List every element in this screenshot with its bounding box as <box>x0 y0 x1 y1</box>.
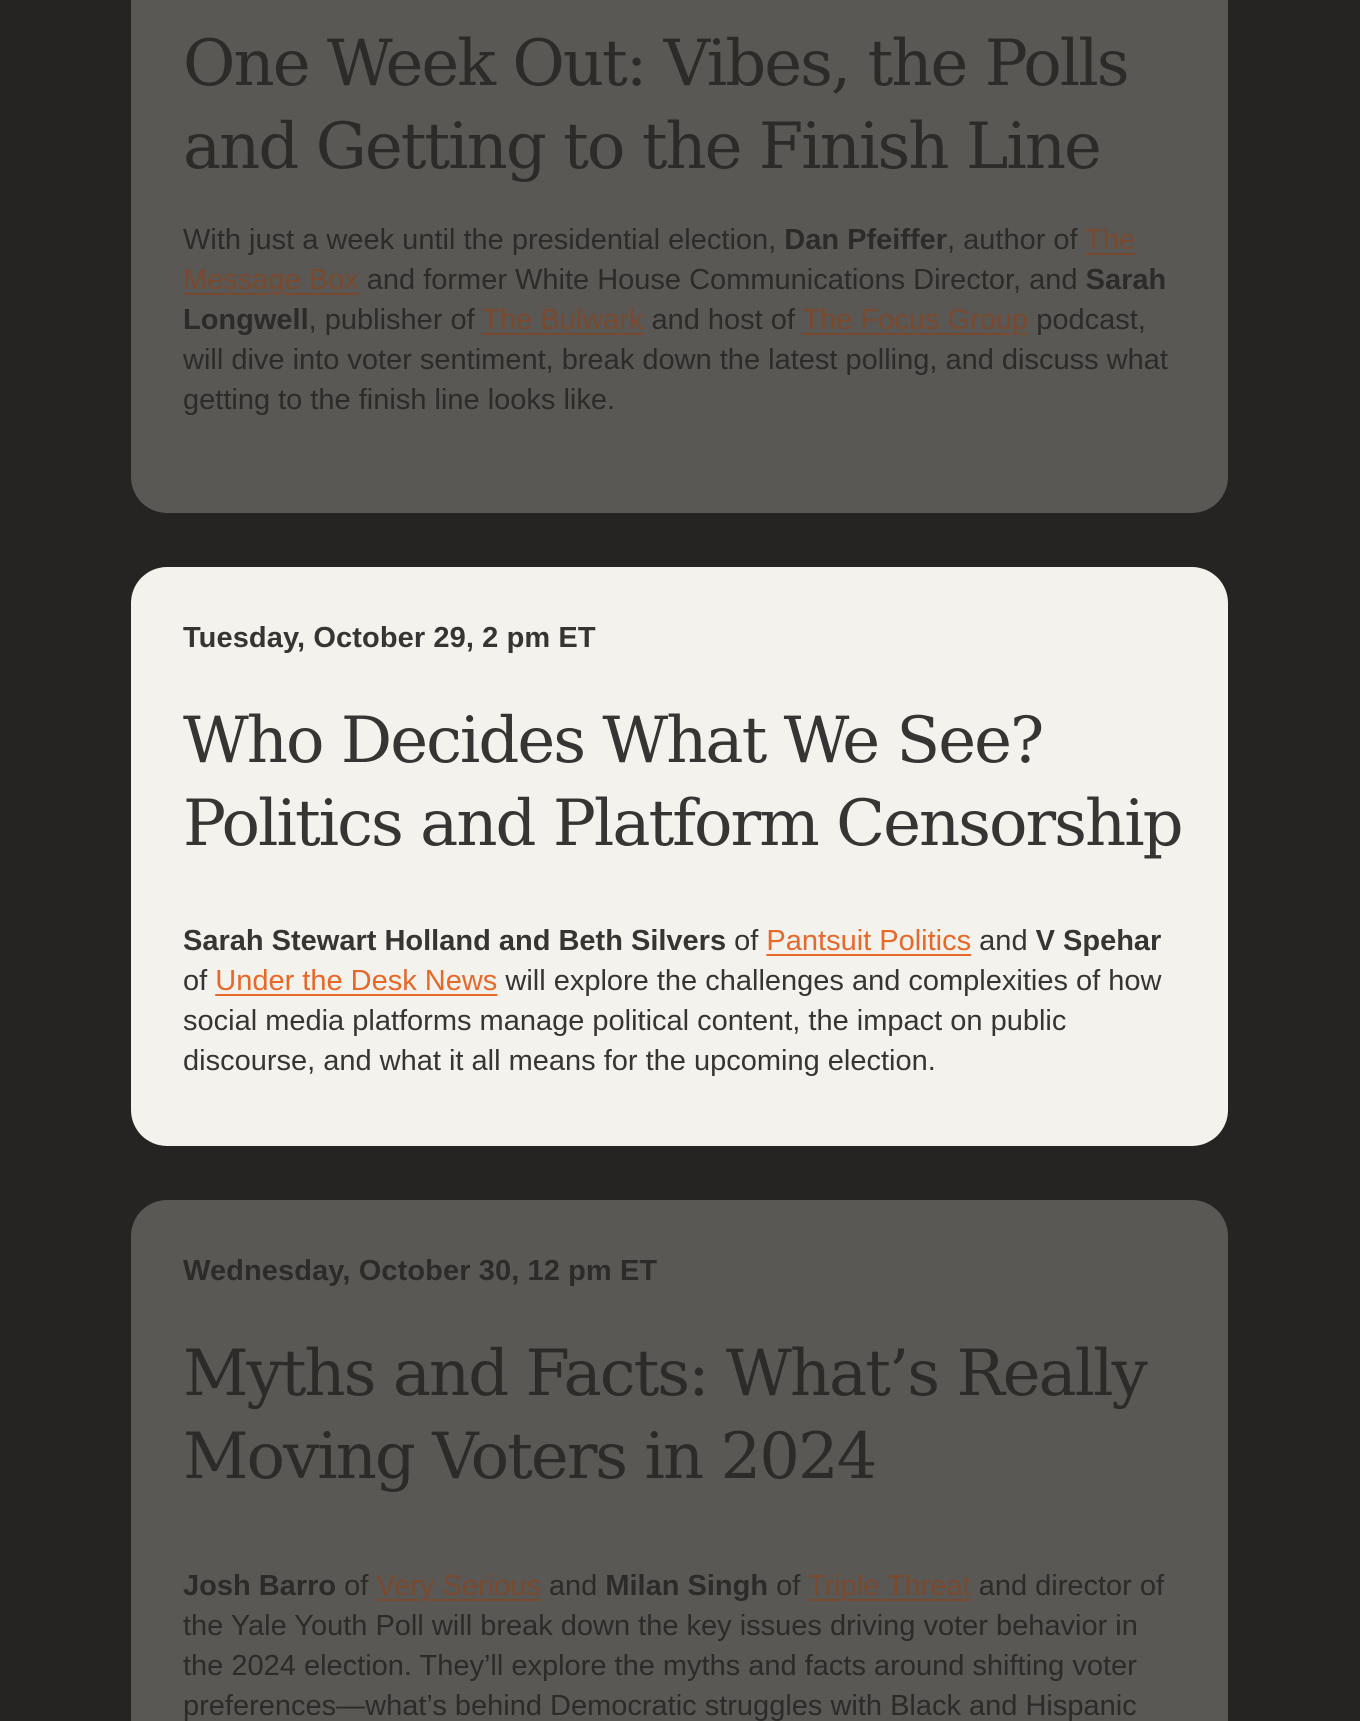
speaker-name: Josh Barro <box>183 1570 337 1602</box>
event-date: Tuesday, October 29, 2 pm ET <box>183 622 596 654</box>
desc-text: , author of <box>947 224 1086 256</box>
speaker-name: Dan Pfeiffer <box>784 224 948 256</box>
desc-text: and director of the Yale Youth Poll will break down the key issues driving voter behavior in the 2024 election. They’ll explore the myths and facts around shifting voter preferences—what’s behind Democratic struggles with Black and Hispanic <box>183 1570 1165 1721</box>
desc-text: and <box>971 925 1036 957</box>
speaker-name: Sarah Stewart Holland and Beth Silvers <box>183 925 727 957</box>
desc-text: of <box>726 925 767 957</box>
desc-text: and former White House Communications Director, and <box>358 264 1086 296</box>
event-description <box>183 1566 1176 1721</box>
event-title: Who Decides What We See? Politics and Platform Censorship <box>183 704 1182 861</box>
desc-text: podcast, will dive into voter sentiment, break down the latest polling, and discuss what getting to the finish line looks like. <box>183 304 1168 416</box>
desc-text: will explore the challenges and complexities of how social media platforms manage political content, the impact on public discourse, and what it all means for the upcoming election. <box>183 965 1162 1077</box>
desc-text: , publisher of <box>308 304 483 336</box>
event-card-who-decides <box>131 567 1228 1146</box>
desc-text: and <box>540 1570 606 1602</box>
speaker-name: Sarah Longwell <box>183 264 1167 336</box>
event-title: One Week Out: Vibes, the Polls and Getting to the Finish Line <box>183 27 1128 184</box>
desc-text: With just a week until the presidential election, <box>183 224 785 256</box>
event-card-myths-and-facts <box>131 1200 1228 1721</box>
event-title: Myths and Facts: What’s Really Moving Voters in 2024 <box>183 1337 1146 1494</box>
event-description <box>183 921 1176 1081</box>
link-pantsuit-politics[interactable]: Pantsuit Politics <box>766 925 972 957</box>
link-very-serious[interactable]: Very Serious <box>376 1570 541 1602</box>
link-the-focus-group[interactable]: The Focus Group <box>802 304 1029 336</box>
speaker-name: Milan Singh <box>605 1570 769 1602</box>
desc-text: of <box>183 965 216 997</box>
desc-text: of <box>768 1570 808 1602</box>
link-the-message-box[interactable]: The Message Box <box>183 224 1136 296</box>
link-under-the-desk-news[interactable]: Under the Desk News <box>215 965 498 997</box>
speaker-name: V Spehar <box>1035 925 1162 957</box>
event-card-one-week-out <box>131 0 1228 513</box>
link-triple-threat[interactable]: Triple Threat <box>807 1570 971 1602</box>
desc-text: and host of <box>643 304 803 336</box>
desc-text: of <box>336 1570 377 1602</box>
event-description <box>183 220 1176 420</box>
link-the-bulwark[interactable]: The Bulwark <box>482 304 644 336</box>
event-date: Wednesday, October 30, 12 pm ET <box>183 1255 658 1287</box>
